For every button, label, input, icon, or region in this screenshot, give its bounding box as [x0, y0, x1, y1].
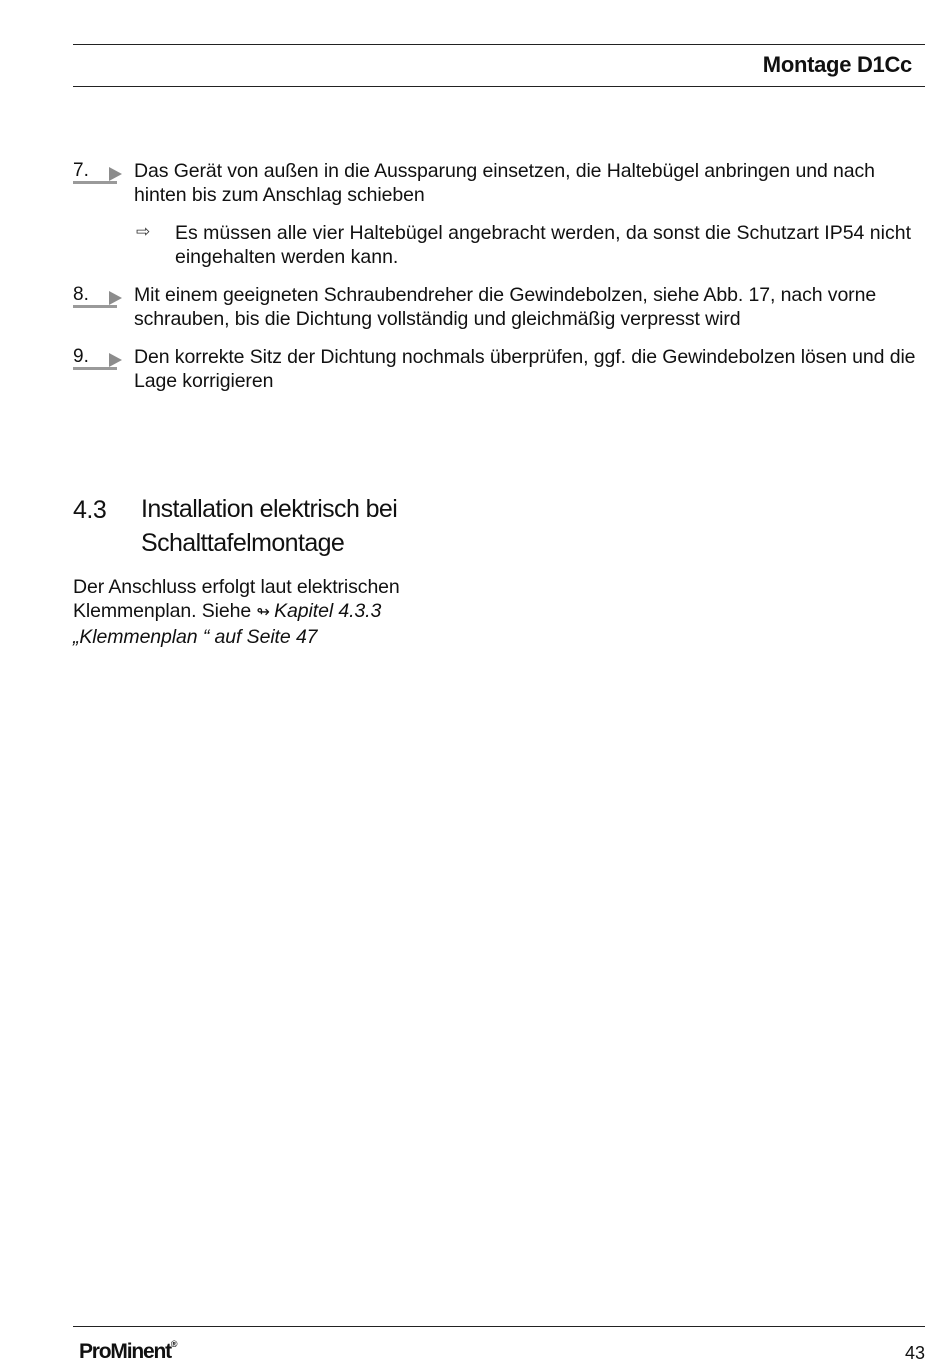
step-arrow-icon — [109, 167, 122, 181]
prominent-logo — [79, 1340, 178, 1364]
logo-text: ProMinent — [79, 1340, 171, 1363]
header-top-rule — [73, 44, 925, 45]
section-title: Installation elektrisch bei Schalttafelmontage — [141, 495, 398, 557]
result-text: Es müssen alle vier Haltebügel angebracht werden, da sonst die Schutzart IP54 nicht eingehalten werden kann. — [175, 222, 912, 268]
step-arrow-icon — [109, 291, 122, 305]
step-arrow-icon — [109, 353, 122, 367]
step-underline — [73, 305, 117, 308]
section-body — [73, 575, 473, 649]
result-arrow-icon: ⇨ — [136, 222, 151, 241]
step-number: 7. — [73, 160, 89, 181]
step-underline — [73, 367, 117, 370]
link-arrow-icon: ↬ — [256, 604, 275, 621]
step-number: 8. — [73, 284, 89, 305]
step-text: Mit einem geeigneten Schraubendreher die Gewindebolzen, siehe Abb. 17, nach vorne schrauben, bis die Dichtung vollständig und gleichmäßig verpresst wird — [134, 284, 877, 330]
section-number: 4.3 — [73, 496, 107, 524]
xref-text: Kapitel 4.3.3 „Klemmenplan “ auf Seite 47 — [73, 600, 382, 648]
footer-rule — [73, 1326, 925, 1327]
step-number: 9. — [73, 346, 89, 367]
registered-mark: ® — [170, 1339, 178, 1349]
page-header-title: Montage D1Cc — [762, 52, 912, 77]
step-text: Den korrekte Sitz der Dichtung nochmals überprüfen, ggf. die Gewindebolzen lösen und die Lage korrigieren — [134, 346, 916, 392]
step-text: Das Gerät von außen in die Aussparung einsetzen, die Haltebügel anbringen und nach hinten bis zum Anschlag schieben — [134, 160, 875, 206]
page-number: 43 — [904, 1343, 925, 1363]
step-underline — [73, 181, 117, 184]
header-bottom-rule — [73, 86, 925, 87]
body-text: Der Anschluss erfolgt laut elektrischen Klemmenplan. Siehe — [73, 576, 400, 622]
